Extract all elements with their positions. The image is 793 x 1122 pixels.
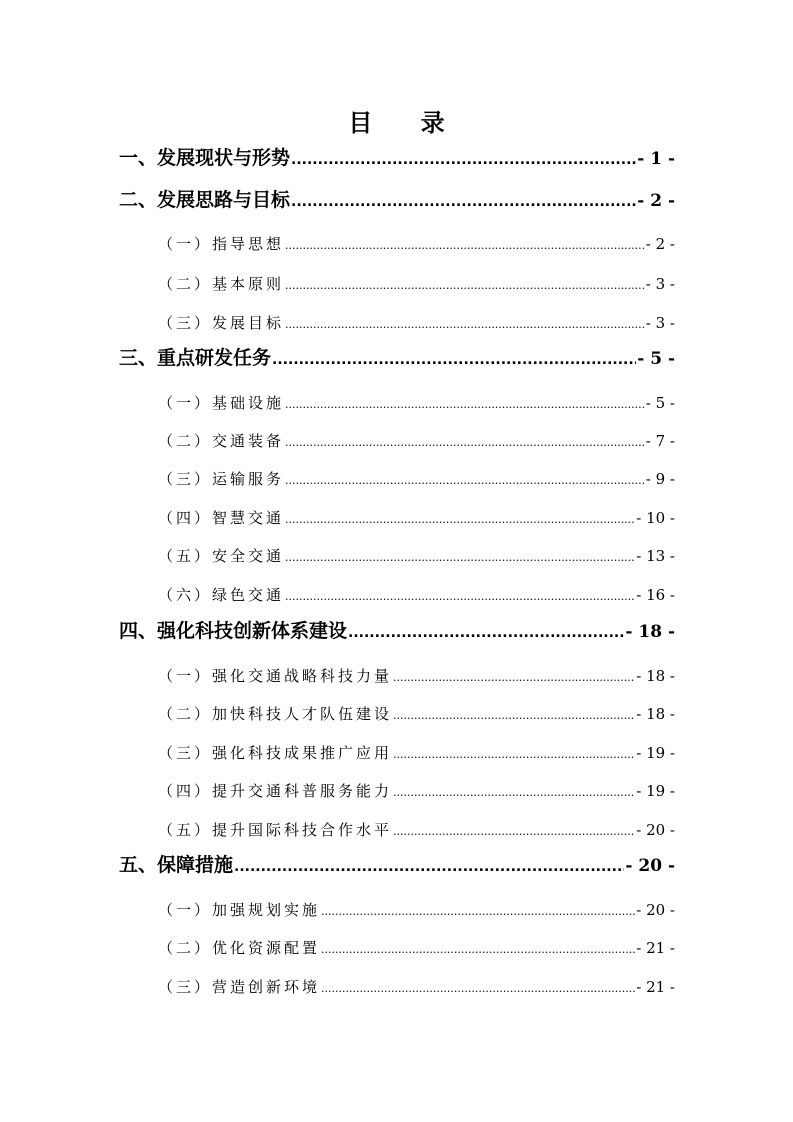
toc-entry-section-5[interactable] (119, 852, 675, 878)
toc-entry-page: - 21 - (636, 978, 675, 996)
toc-entry-section-1[interactable] (119, 145, 675, 171)
toc-entry-page: - 19 - (636, 782, 675, 800)
dot-leader (285, 233, 645, 259)
toc-entry-page: - 5 - (645, 394, 675, 412)
toc-entry-section-5-2[interactable] (158, 935, 675, 961)
toc-entry-label: （一）加强规划实施 (158, 901, 321, 919)
toc-entry-label: 三、重点研发任务 (119, 347, 272, 369)
dot-leader (285, 392, 645, 418)
toc-entry-section-3-1[interactable] (158, 390, 675, 416)
toc-entry-page: - 2 - (645, 235, 675, 253)
toc-entry-label: 五、保障措施 (119, 854, 234, 876)
dot-leader (321, 937, 635, 963)
toc-entry-page: - 18 - (636, 705, 675, 723)
toc-entry-label: （六）绿色交通 (158, 586, 285, 604)
toc-entry-section-4[interactable] (119, 618, 675, 644)
dot-leader (321, 976, 635, 1002)
dot-leader (393, 742, 635, 768)
toc-entry-page: - 1 - (637, 149, 675, 169)
dot-leader (285, 430, 645, 456)
toc-entry-section-2-3[interactable] (158, 310, 675, 336)
toc-entry-page: - 3 - (645, 275, 675, 293)
toc-entry-section-3-3[interactable] (158, 466, 675, 492)
toc-entry-label: （四）智慧交通 (158, 509, 285, 527)
toc-entry-label: （三）运输服务 (158, 470, 285, 488)
dot-leader (393, 780, 635, 806)
dot-leader (285, 507, 635, 533)
toc-entry-section-2-2[interactable] (158, 271, 675, 297)
toc-entry-page: - 20 - (625, 856, 675, 876)
toc-entry-page: - 10 - (636, 509, 675, 527)
page-title: 目 录 (348, 108, 465, 137)
toc-entry-label: 一、发展现状与形势 (119, 147, 291, 169)
dot-leader (321, 899, 635, 925)
dot-leader (272, 347, 636, 373)
toc-entry-label: 二、发展思路与目标 (119, 189, 291, 211)
toc-entry-label: （五）安全交通 (158, 547, 285, 565)
dot-leader (393, 703, 635, 729)
dot-leader (285, 584, 635, 610)
toc-entry-page: - 20 - (636, 901, 675, 919)
toc-entry-label: （一）强化交通战略科技力量 (158, 667, 393, 685)
toc-entry-page: - 18 - (625, 622, 675, 642)
toc-entry-label: （二）交通装备 (158, 432, 285, 450)
toc-entry-label: 四、强化科技创新体系建设 (119, 620, 348, 642)
toc-entry-section-3-4[interactable] (158, 505, 675, 531)
toc-entry-page: - 18 - (636, 667, 675, 685)
toc-entry-label: （二）基本原则 (158, 275, 285, 293)
toc-entry-section-5-3[interactable] (158, 974, 675, 1000)
toc-entry-page: - 7 - (645, 432, 675, 450)
toc-entry-section-5-1[interactable] (158, 897, 675, 923)
toc-entry-section-4-3[interactable] (158, 740, 675, 766)
toc-entry-label: （四）提升交通科普服务能力 (158, 782, 393, 800)
dot-leader (291, 147, 636, 173)
toc-entry-label: （一）指导思想 (158, 235, 285, 253)
dot-leader (291, 189, 636, 215)
toc-entry-section-3-6[interactable] (158, 582, 675, 608)
dot-leader (285, 273, 645, 299)
toc-entry-label: （二）优化资源配置 (158, 939, 321, 957)
toc-entry-page: - 9 - (645, 470, 675, 488)
dot-leader (348, 620, 624, 646)
toc-entry-section-4-1[interactable] (158, 663, 675, 689)
toc-entry-section-2[interactable] (119, 187, 675, 213)
toc-entry-section-4-2[interactable] (158, 701, 675, 727)
dot-leader (234, 854, 624, 880)
toc-entry-page: - 2 - (637, 191, 675, 211)
dot-leader (285, 545, 635, 571)
toc-entry-section-4-4[interactable] (158, 778, 675, 804)
dot-leader (285, 468, 645, 494)
toc-entry-page: - 3 - (645, 314, 675, 332)
toc-entry-page: - 16 - (636, 586, 675, 604)
toc-entry-section-3-2[interactable] (158, 428, 675, 454)
toc-entry-label: （三）强化科技成果推广应用 (158, 744, 393, 762)
toc-entry-label: （五）提升国际科技合作水平 (158, 821, 393, 839)
dot-leader (393, 819, 635, 845)
toc-entry-section-3[interactable] (119, 345, 675, 371)
dot-leader (393, 665, 635, 691)
toc-entry-label: （三）发展目标 (158, 314, 285, 332)
toc-entry-section-2-1[interactable] (158, 231, 675, 257)
toc-entry-page: - 21 - (636, 939, 675, 957)
toc-entry-page: - 13 - (636, 547, 675, 565)
toc-entry-label: （二）加快科技人才队伍建设 (158, 705, 393, 723)
toc-entry-label: （三）营造创新环境 (158, 978, 321, 996)
toc-entry-page: - 20 - (636, 821, 675, 839)
toc-entry-page: - 19 - (636, 744, 675, 762)
toc-entry-page: - 5 - (637, 349, 675, 369)
toc-entry-section-4-5[interactable] (158, 817, 675, 843)
toc-entry-section-3-5[interactable] (158, 543, 675, 569)
toc-entry-label: （一）基础设施 (158, 394, 285, 412)
dot-leader (285, 312, 645, 338)
